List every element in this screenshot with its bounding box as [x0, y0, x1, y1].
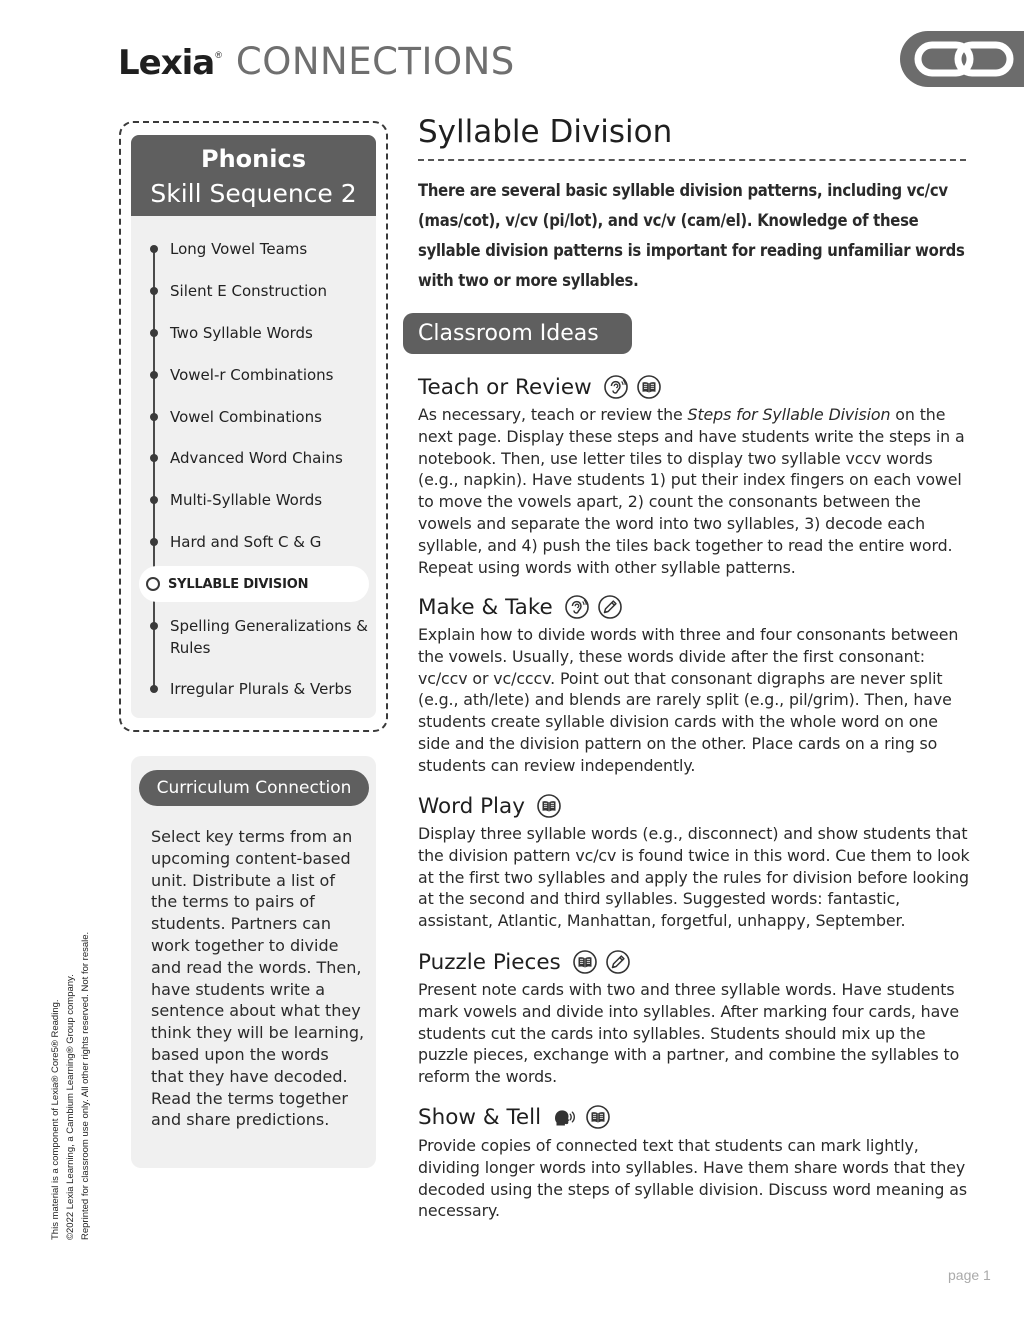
section-show-and-tell-body: Provide copies of connected text that students can mark lightly, dividing longer words into syllables. Have them share words that they decoded using the steps of syllable division. Discuss word meaning as necessary. [418, 1136, 967, 1221]
section-word-play-heading [418, 792, 561, 820]
brand-registered-mark: ® [215, 50, 222, 60]
chain-link-icon [914, 41, 1014, 77]
sequence-item: Hard and Soft C & G [148, 531, 321, 553]
listening-ear-icon [565, 595, 589, 619]
section-teach-or-review-heading [418, 373, 661, 401]
sequence-item: Vowel-r Combinations [148, 364, 333, 386]
skill-sequence-title: Phonics [201, 145, 306, 173]
brand-product: CONNECTIONS [235, 40, 515, 83]
current-ring-icon [146, 577, 160, 591]
sequence-item: Irregular Plurals & Verbs [148, 678, 352, 700]
page-title: Syllable Division [418, 114, 673, 150]
sequence-item: Vowel Combinations [148, 406, 322, 428]
section-title: Word Play [418, 793, 525, 819]
skill-sequence-subtitle: Skill Sequence 2 [150, 179, 357, 208]
section-title: Make & Take [418, 594, 553, 620]
section-puzzle-pieces-heading [418, 948, 630, 976]
bullet-dot-icon [150, 371, 158, 379]
bullet-dot-icon [150, 496, 158, 504]
section-puzzle-pieces-body: Present note cards with two and three syllable words. Have students mark vowels and divide into syllables. After marking four cards, have students cut the cards into syllables. Students should mix up the puzzle pieces, exchange with a partner, and combine the syllables to reform the words. [418, 980, 960, 1087]
book-icon [637, 375, 661, 399]
sequence-item: Advanced Word Chains [148, 447, 343, 469]
curriculum-connection-title: Curriculum Connection [139, 770, 369, 806]
section-title: Teach or Review [418, 374, 592, 400]
pencil-icon [598, 595, 622, 619]
section-make-and-take-body: Explain how to divide words with three and four consonants between the vowels. Usually, these words divide after the first consonant: vc/ccv or vc/cccv. Point out that consonant digraphs are never split (e.g., ath/lete) and blends are rarely split (e.g., pil/grim). Then, have students create syllable division cards with the whole word on one side and the division pattern on the other. Place cards on a ring so students can review independently. [418, 625, 959, 775]
classroom-ideas-label: Classroom Ideas [403, 313, 632, 354]
bullet-dot-icon [150, 454, 158, 462]
sequence-item: Spelling Generalizations & Rules [148, 615, 370, 659]
skill-sequence-header [131, 135, 376, 216]
book-icon [537, 794, 561, 818]
bullet-dot-icon [150, 287, 158, 295]
chain-link-badge [900, 31, 1024, 87]
bullet-dot-icon [150, 245, 158, 253]
bullet-dot-icon [150, 329, 158, 337]
legal-line-2: ©2022 Lexia Learning, a Cambium Learning® Group company. [65, 974, 76, 1240]
curriculum-connection-text: Select key terms from an upcoming content-based unit. Distribute a list of the terms to pairs of students. Partners can work together to divide and read the words. Then, have students write a sentence about what they think they will be learning, based upon the words that they have decoded. Read the terms together and share predictions. [151, 827, 365, 1130]
sequence-item-active: SYLLABLE DIVISION [146, 574, 308, 596]
section-word-play-body: Display three syllable words (e.g., disconnect) and show students that the division pattern vc/cv is found twice in this word. Cue them to look at the first two syllables and apply the rules for division before looking at the second and third syllables. Suggested words: fantastic, assistant, Atlantic, Manhattan, forgetful, unhappy, September. [418, 824, 970, 931]
section-make-and-take-heading [418, 593, 622, 621]
legal-line-1: This material is a component of Lexia® Core5® Reading. [50, 999, 61, 1240]
book-icon [586, 1105, 610, 1129]
title-divider [418, 159, 966, 161]
section-teach-or-review-body: As necessary, teach or review the Steps for Syllable Division on the next page. Display these steps and have students write the steps in a notebook. Then, use letter tiles to display two syllable vccv words (e.g., napkin). Have students 1) put their index fingers on each vowel to move the vowels apart, 2) count the consonants between the vowels and separate the word into two syllables, 3) decode each syllable, and 4) push the tiles back together to read the entire word. Repeat using words with other syllable patterns. [418, 405, 965, 577]
pencil-icon [606, 950, 630, 974]
legal-notice [48, 900, 93, 1240]
book-icon [573, 950, 597, 974]
page-number: page 1 [948, 1267, 991, 1283]
listening-ear-icon [604, 375, 628, 399]
brand-logo [118, 40, 515, 84]
section-title: Show & Tell [418, 1104, 542, 1130]
sequence-item: Silent E Construction [148, 280, 327, 302]
section-title: Puzzle Pieces [418, 949, 561, 975]
sequence-item: Long Vowel Teams [148, 238, 307, 260]
speaking-head-icon [553, 1105, 577, 1129]
bullet-dot-icon [150, 413, 158, 421]
legal-line-3: Reprinted for classroom use only. All other rights reserved. Not for resale. [80, 931, 91, 1240]
sequence-item: Multi-Syllable Words [148, 489, 322, 511]
steps-reference: Steps for Syllable Division [687, 405, 891, 424]
brand-name: Lexia [118, 43, 215, 83]
intro-paragraph: There are several basic syllable division patterns, including vc/cv (mas/cot), v/cv (pi/lot), and vc/v (cam/el). Knowledge of these syllable division patterns is important for reading unfamiliar words with two or more syllables. [418, 181, 965, 290]
sequence-item: Two Syllable Words [148, 322, 313, 344]
bullet-dot-icon [150, 538, 158, 546]
bullet-dot-icon [150, 685, 158, 693]
bullet-dot-icon [150, 622, 158, 630]
section-show-and-tell-heading [418, 1103, 610, 1131]
